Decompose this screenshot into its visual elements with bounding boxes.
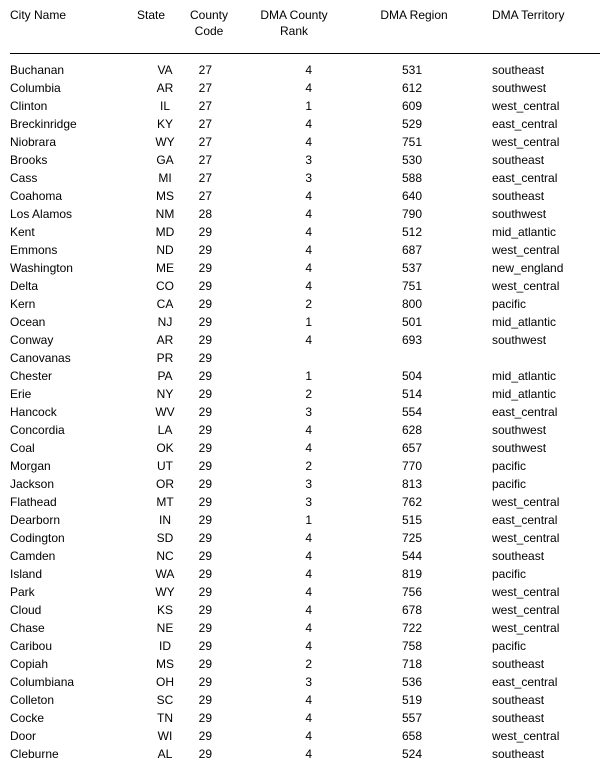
cell-dma-county-rank: 4 <box>305 279 312 293</box>
table-header-row <box>0 0 600 53</box>
table-row <box>0 133 600 151</box>
cell-dma-territory: southwest <box>492 333 547 347</box>
cell-dma-county-rank: 4 <box>305 585 312 599</box>
cell-dma-county-rank: 4 <box>305 189 312 203</box>
cell-city-name: Canovanas <box>10 351 71 365</box>
cell-dma-region: 530 <box>401 153 422 167</box>
cell-city-name: Kern <box>10 297 36 311</box>
cell-state: KY <box>156 117 173 131</box>
cell-dma-territory: southeast <box>492 747 545 761</box>
cell-dma-county-rank: 1 <box>305 513 312 527</box>
cell-dma-territory: southwest <box>492 207 547 221</box>
cell-dma-county-rank: 4 <box>305 441 312 455</box>
cell-dma-region: 515 <box>401 513 422 527</box>
cell-dma-county-rank: 3 <box>305 171 312 185</box>
col-header-dma-territory-label: DMA Territory <box>492 8 565 22</box>
cell-city-name: Codington <box>10 531 65 545</box>
cell-dma-county-rank: 1 <box>305 315 312 329</box>
cell-city-name: Colleton <box>10 693 55 707</box>
cell-dma-territory <box>454 349 600 367</box>
cell-city-name: Washington <box>10 261 73 275</box>
cell-city-name: Concordia <box>10 423 65 437</box>
cell-city-name: Cass <box>10 171 38 185</box>
cell-county-code: 29 <box>198 351 212 365</box>
cell-dma-county-rank: 3 <box>305 153 312 167</box>
cell-county-code: 27 <box>198 99 212 113</box>
cell-dma-region: 501 <box>401 315 422 329</box>
cell-state: WA <box>155 567 175 581</box>
cell-dma-territory: pacific <box>492 477 527 491</box>
cell-dma-territory: southeast <box>492 711 545 725</box>
cell-dma-region: 512 <box>401 225 422 239</box>
col-header-county-code-line1: County <box>189 8 229 22</box>
cell-dma-region: 514 <box>401 387 422 401</box>
cell-state: SC <box>156 693 174 707</box>
cell-dma-region: 640 <box>401 189 422 203</box>
cell-dma-territory: west_central <box>492 495 560 509</box>
cell-dma-county-rank: 4 <box>305 261 312 275</box>
cell-dma-county-rank: 4 <box>305 423 312 437</box>
cell-dma-region: 770 <box>401 459 422 473</box>
col-header-dma-region <box>374 0 454 53</box>
cell-county-code: 29 <box>198 639 212 653</box>
cell-city-name: Coahoma <box>10 189 63 203</box>
cell-dma-county-rank: 2 <box>305 387 312 401</box>
cell-dma-region: 693 <box>401 333 422 347</box>
cell-state: LA <box>157 423 173 437</box>
cell-city-name: Morgan <box>10 459 51 473</box>
cell-city-name: Breckinridge <box>10 117 77 131</box>
cell-dma-county-rank: 4 <box>305 135 312 149</box>
cell-dma-county-rank <box>232 349 374 367</box>
cell-dma-county-rank: 3 <box>305 495 312 509</box>
cell-dma-territory: mid_atlantic <box>492 387 557 401</box>
cell-dma-county-rank: 3 <box>305 405 312 419</box>
cell-state: NM <box>155 207 175 221</box>
col-header-dma-county-rank <box>232 0 374 53</box>
cell-county-code: 29 <box>198 711 212 725</box>
table-row <box>0 655 600 673</box>
table-row <box>0 331 600 349</box>
cell-dma-region: 751 <box>401 279 422 293</box>
cell-city-name: Door <box>10 729 37 743</box>
cell-dma-territory: southeast <box>492 189 545 203</box>
table-row <box>0 493 600 511</box>
table-row <box>0 223 600 241</box>
cell-dma-county-rank: 4 <box>305 333 312 347</box>
cell-county-code: 29 <box>198 621 212 635</box>
cell-dma-county-rank: 2 <box>305 459 312 473</box>
cell-city-name: Park <box>10 585 35 599</box>
cell-dma-region: 536 <box>401 675 422 689</box>
cell-dma-county-rank: 4 <box>305 531 312 545</box>
cell-state: CO <box>156 279 174 293</box>
table-row <box>0 439 600 457</box>
table-row <box>0 259 600 277</box>
cell-county-code: 29 <box>198 585 212 599</box>
cell-county-code: 29 <box>198 477 212 491</box>
cell-state: TN <box>157 711 173 725</box>
cell-county-code: 27 <box>198 189 212 203</box>
cell-state: MS <box>156 189 174 203</box>
cell-dma-region: 537 <box>401 261 422 275</box>
table-row <box>0 169 600 187</box>
cell-city-name: Columbiana <box>10 675 75 689</box>
cell-dma-territory: west_central <box>492 135 560 149</box>
table-row <box>0 529 600 547</box>
cell-city-name: Island <box>10 567 43 581</box>
cell-county-code: 29 <box>198 279 212 293</box>
cell-city-name: Cleburne <box>10 747 59 761</box>
cell-county-code: 27 <box>198 135 212 149</box>
cell-city-name: Brooks <box>10 153 48 167</box>
cell-county-code: 29 <box>198 657 212 671</box>
table-row <box>0 367 600 385</box>
cell-dma-region: 588 <box>401 171 422 185</box>
cell-dma-region: 531 <box>401 63 422 77</box>
col-header-dma-county-rank-line1: DMA County <box>260 8 328 22</box>
cell-county-code: 29 <box>198 513 212 527</box>
cell-state: AR <box>156 81 174 95</box>
cell-dma-region: 557 <box>401 711 422 725</box>
cell-city-name: Copiah <box>10 657 49 671</box>
cell-dma-region: 725 <box>401 531 422 545</box>
cell-county-code: 27 <box>198 81 212 95</box>
cell-dma-county-rank: 4 <box>305 207 312 221</box>
cell-dma-county-rank: 1 <box>305 369 312 383</box>
cell-dma-region: 612 <box>401 81 422 95</box>
cell-state: ID <box>159 639 171 653</box>
cell-dma-region: 609 <box>401 99 422 113</box>
cell-state: WI <box>157 729 173 743</box>
cell-dma-territory: southeast <box>492 63 545 77</box>
table-body <box>0 53 600 763</box>
cell-dma-territory: west_central <box>492 99 560 113</box>
cell-state: MD <box>155 225 175 239</box>
cell-dma-territory: east_central <box>492 675 558 689</box>
cell-state: PA <box>157 369 173 383</box>
cell-dma-county-rank: 4 <box>305 567 312 581</box>
table-row <box>0 457 600 475</box>
cell-city-name: Camden <box>10 549 56 563</box>
cell-county-code: 27 <box>198 171 212 185</box>
cell-county-code: 29 <box>198 441 212 455</box>
cell-county-code: 29 <box>198 729 212 743</box>
cell-county-code: 29 <box>198 261 212 275</box>
cell-city-name: Los Alamos <box>10 207 73 221</box>
table-row <box>0 187 600 205</box>
cell-dma-region: 657 <box>401 441 422 455</box>
cell-state: AR <box>156 333 174 347</box>
cell-dma-region: 762 <box>401 495 422 509</box>
cell-county-code: 29 <box>198 387 212 401</box>
cell-city-name: Flathead <box>10 495 57 509</box>
cell-state: ND <box>156 243 174 257</box>
cell-state: GA <box>156 153 174 167</box>
cell-dma-county-rank: 2 <box>305 657 312 671</box>
cell-city-name: Columbia <box>10 81 61 95</box>
cell-dma-region: 758 <box>401 639 422 653</box>
cell-city-name: Coal <box>10 441 35 455</box>
cell-dma-region: 524 <box>401 747 422 761</box>
table-row <box>0 97 600 115</box>
cell-county-code: 27 <box>198 63 212 77</box>
cell-dma-county-rank: 1 <box>305 99 312 113</box>
cell-state: UT <box>157 459 173 473</box>
cell-state: SD <box>156 531 174 545</box>
col-header-county-code <box>186 0 232 53</box>
cell-county-code: 29 <box>198 243 212 257</box>
cell-dma-territory: new_england <box>492 261 564 275</box>
cell-dma-territory: west_central <box>492 279 560 293</box>
cell-city-name: Clinton <box>10 99 48 113</box>
cell-dma-territory: southwest <box>492 441 547 455</box>
cell-dma-region: 687 <box>401 243 422 257</box>
table-row <box>0 709 600 727</box>
cell-county-code: 29 <box>198 603 212 617</box>
cell-state: WV <box>155 405 175 419</box>
cell-state: MI <box>158 171 172 185</box>
table-row <box>0 637 600 655</box>
cell-dma-county-rank: 3 <box>305 675 312 689</box>
cell-dma-region: 504 <box>401 369 422 383</box>
cell-city-name: Hancock <box>10 405 57 419</box>
cell-state: IN <box>159 513 171 527</box>
cell-dma-territory: west_central <box>492 531 560 545</box>
cell-dma-county-rank: 4 <box>305 225 312 239</box>
cell-city-name: Cloud <box>10 603 42 617</box>
cell-state: OR <box>156 477 174 491</box>
cell-dma-territory: mid_atlantic <box>492 225 557 239</box>
cell-state: NJ <box>157 315 173 329</box>
cell-county-code: 29 <box>198 567 212 581</box>
cell-county-code: 28 <box>198 207 212 221</box>
cell-city-name: Cocke <box>10 711 45 725</box>
cell-county-code: 29 <box>198 225 212 239</box>
cell-state: OH <box>156 675 174 689</box>
cell-dma-county-rank: 4 <box>305 63 312 77</box>
cell-dma-county-rank: 2 <box>305 297 312 311</box>
cell-dma-county-rank: 4 <box>305 693 312 707</box>
cell-state: CA <box>156 297 174 311</box>
cell-county-code: 27 <box>198 117 212 131</box>
cell-dma-territory: west_central <box>492 585 560 599</box>
cell-county-code: 29 <box>198 405 212 419</box>
cell-county-code: 29 <box>198 675 212 689</box>
cell-county-code: 29 <box>198 747 212 761</box>
table-row <box>0 385 600 403</box>
cell-city-name: Jackson <box>10 477 55 491</box>
cell-dma-territory: west_central <box>492 603 560 617</box>
table-row <box>0 745 600 763</box>
cell-dma-territory: west_central <box>492 729 560 743</box>
col-header-city-name-label: City Name <box>10 8 67 22</box>
cell-state: NC <box>156 549 174 563</box>
cell-dma-region: 800 <box>401 297 422 311</box>
cell-state: VA <box>157 63 173 77</box>
col-header-city-name <box>0 0 136 53</box>
table-row <box>0 349 600 367</box>
cell-dma-region: 751 <box>401 135 422 149</box>
cell-city-name: Chester <box>10 369 53 383</box>
cell-dma-territory: pacific <box>492 459 527 473</box>
table-row <box>0 115 600 133</box>
cell-dma-territory: pacific <box>492 639 527 653</box>
cell-county-code: 29 <box>198 423 212 437</box>
cell-dma-county-rank: 4 <box>305 603 312 617</box>
table-row <box>0 421 600 439</box>
cell-state: ME <box>156 261 174 275</box>
cell-dma-territory: southeast <box>492 549 545 563</box>
cell-dma-territory: southeast <box>492 657 545 671</box>
cell-state: WY <box>155 585 175 599</box>
cell-city-name: Chase <box>10 621 45 635</box>
cell-county-code: 29 <box>198 549 212 563</box>
cell-state: NY <box>156 387 174 401</box>
cell-dma-county-rank: 3 <box>305 477 312 491</box>
cell-dma-region: 529 <box>401 117 422 131</box>
cell-city-name: Niobrara <box>10 135 57 149</box>
table-row <box>0 601 600 619</box>
cell-state: PR <box>156 351 174 365</box>
cell-county-code: 27 <box>198 153 212 167</box>
cell-county-code: 29 <box>198 333 212 347</box>
cell-state: OK <box>156 441 174 455</box>
cell-dma-region: 722 <box>401 621 422 635</box>
cell-dma-territory: east_central <box>492 513 558 527</box>
table-row <box>0 241 600 259</box>
cell-county-code: 29 <box>198 297 212 311</box>
cell-dma-region: 790 <box>401 207 422 221</box>
cell-dma-region: 628 <box>401 423 422 437</box>
cell-dma-county-rank: 4 <box>305 81 312 95</box>
cell-state: KS <box>156 603 173 617</box>
cell-city-name: Kent <box>10 225 35 239</box>
cell-dma-territory: east_central <box>492 405 558 419</box>
cell-dma-territory: pacific <box>492 297 527 311</box>
cell-dma-region: 819 <box>401 567 422 581</box>
col-header-state <box>136 0 186 53</box>
cell-dma-county-rank: 4 <box>305 243 312 257</box>
col-header-county-code-line2: Code <box>194 23 224 38</box>
cell-state: MS <box>156 657 174 671</box>
cell-dma-territory: southeast <box>492 693 545 707</box>
table-row <box>0 547 600 565</box>
table-row <box>0 565 600 583</box>
cell-dma-territory: east_central <box>492 171 558 185</box>
col-header-state-label: State <box>137 8 166 22</box>
cell-city-name: Ocean <box>10 315 46 329</box>
cell-dma-territory: west_central <box>492 243 560 257</box>
cell-dma-territory: southwest <box>492 423 547 437</box>
table-row <box>0 277 600 295</box>
cell-city-name: Caribou <box>10 639 53 653</box>
cell-state: IL <box>159 99 170 113</box>
cell-dma-territory: southwest <box>492 81 547 95</box>
table-row <box>0 295 600 313</box>
table-row <box>0 79 600 97</box>
cell-dma-territory: mid_atlantic <box>492 369 557 383</box>
cell-dma-territory: southeast <box>492 153 545 167</box>
cell-dma-region: 554 <box>401 405 422 419</box>
cell-dma-county-rank: 4 <box>305 639 312 653</box>
cell-dma-region: 756 <box>401 585 422 599</box>
table-row <box>0 403 600 421</box>
table-header <box>0 0 600 53</box>
cell-city-name: Buchanan <box>10 63 65 77</box>
col-header-dma-territory <box>454 0 600 53</box>
cell-dma-territory: east_central <box>492 117 558 131</box>
table-row <box>0 691 600 709</box>
header-divider <box>10 53 600 54</box>
col-header-dma-county-rank-line2: Rank <box>279 23 308 38</box>
cell-state: MT <box>156 495 174 509</box>
cell-dma-county-rank: 4 <box>305 729 312 743</box>
cell-dma-county-rank: 4 <box>305 711 312 725</box>
cell-state: WY <box>155 135 175 149</box>
cell-city-name: Conway <box>10 333 54 347</box>
cell-dma-county-rank: 4 <box>305 549 312 563</box>
cell-county-code: 29 <box>198 459 212 473</box>
table-row <box>0 673 600 691</box>
table-row <box>0 583 600 601</box>
cell-dma-county-rank: 4 <box>305 117 312 131</box>
cell-dma-region: 658 <box>401 729 422 743</box>
cell-dma-territory: mid_atlantic <box>492 315 557 329</box>
table-row <box>0 475 600 493</box>
cell-dma-territory: pacific <box>492 567 527 581</box>
col-header-dma-region-label: DMA Region <box>380 8 448 22</box>
cell-dma-region: 544 <box>401 549 422 563</box>
cell-dma-county-rank: 4 <box>305 747 312 761</box>
cell-county-code: 29 <box>198 531 212 545</box>
table-row <box>0 511 600 529</box>
cell-dma-region: 718 <box>401 657 422 671</box>
table-row <box>0 619 600 637</box>
cell-dma-region: 519 <box>401 693 422 707</box>
cell-city-name: Emmons <box>10 243 58 257</box>
cell-county-code: 29 <box>198 693 212 707</box>
cell-state: AL <box>157 747 173 761</box>
cell-city-name: Erie <box>10 387 32 401</box>
cell-state: NE <box>156 621 174 635</box>
cell-county-code: 29 <box>198 315 212 329</box>
table-row <box>0 727 600 745</box>
table-row <box>0 53 600 79</box>
cell-dma-region: 678 <box>401 603 422 617</box>
cell-dma-territory: west_central <box>492 621 560 635</box>
cell-county-code: 29 <box>198 369 212 383</box>
cell-city-name: Dearborn <box>10 513 61 527</box>
cell-county-code: 29 <box>198 495 212 509</box>
table-row <box>0 151 600 169</box>
cell-dma-county-rank: 4 <box>305 621 312 635</box>
cell-city-name: Delta <box>10 279 39 293</box>
table-row <box>0 313 600 331</box>
table-row <box>0 205 600 223</box>
cell-dma-region: 813 <box>401 477 422 491</box>
cell-dma-region <box>374 349 454 367</box>
